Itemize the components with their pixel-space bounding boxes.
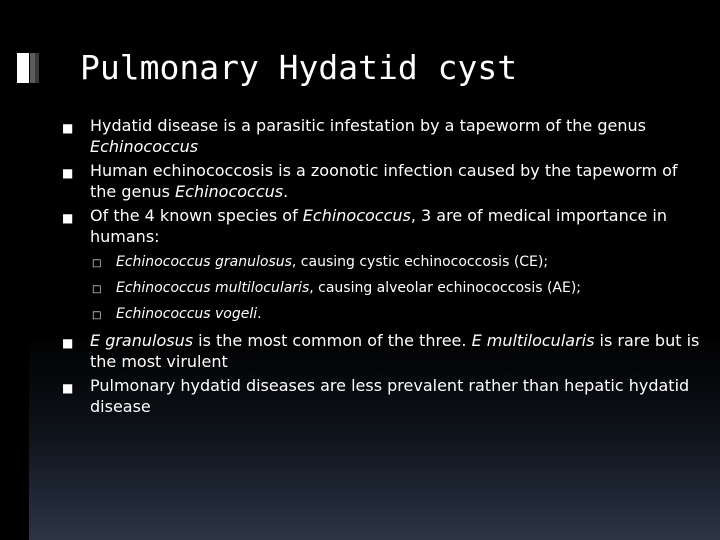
- sub-bullet-italic-text: Echinococcus multilocularis: [116, 280, 310, 296]
- bullet-italic-text: Echinococcus: [90, 136, 199, 156]
- bullet-italic-text: Echinococcus: [302, 206, 411, 225]
- sub-bullet-item: [62, 253, 702, 272]
- hollow-square-bullet-icon: □: [92, 258, 102, 269]
- bullet-item: [62, 161, 702, 202]
- bullet-item: [62, 116, 702, 157]
- bullet-italic-text: E multilocularis: [471, 331, 595, 350]
- hollow-square-bullet-icon: □: [92, 310, 102, 321]
- bullet-item: [62, 331, 702, 372]
- accent-block-white: [17, 53, 29, 83]
- square-bullet-icon: ■: [62, 381, 74, 395]
- bullet-italic-text: E granulosus: [90, 331, 194, 350]
- sub-bullet-italic-text: Echinococcus granulosus: [116, 254, 292, 270]
- bullet-italic-text: Echinococcus: [175, 181, 284, 201]
- bullet-text: Of the 4 known species of: [90, 206, 303, 225]
- square-bullet-icon: ■: [62, 121, 74, 135]
- bullet-text: Human echinococcosis is a zoonotic infection caused by the tapeworm of the genus: [90, 161, 678, 201]
- sub-bullet-italic-text: Echinococcus vogeli: [116, 306, 258, 322]
- bullet-item: [62, 206, 702, 247]
- bullet-text-suffix: .: [283, 181, 289, 201]
- bullet-text-suffix: is rare but is the most virulent: [90, 331, 700, 371]
- slide-body: [62, 116, 702, 421]
- sub-bullet-text: , causing alveolar echinococcosis (AE);: [309, 280, 582, 296]
- bullet-text: is the most common of the three.: [193, 331, 472, 350]
- bullet-text-suffix: , 3 are of medical importance in humans:: [90, 206, 668, 246]
- bullet-text: Hydatid disease is a parasitic infestation by a tapeworm of the genus: [90, 116, 646, 135]
- accent-block-dark: [35, 53, 39, 83]
- bullet-text: Pulmonary hydatid diseases are less prevalent rather than hepatic hydatid disease: [90, 376, 690, 416]
- slide-title: Pulmonary Hydatid cyst: [80, 48, 518, 87]
- sub-bullet-list: [62, 253, 702, 324]
- hollow-square-bullet-icon: □: [92, 284, 102, 295]
- sub-bullet-text: .: [257, 306, 262, 322]
- square-bullet-icon: ■: [62, 211, 74, 225]
- sub-bullet-item: [62, 305, 702, 324]
- sub-bullet-text: , causing cystic echinococcosis (CE);: [291, 254, 549, 270]
- square-bullet-icon: ■: [62, 336, 74, 350]
- bullet-item: [62, 376, 702, 417]
- sub-bullet-item: [62, 279, 702, 298]
- square-bullet-icon: ■: [62, 166, 74, 180]
